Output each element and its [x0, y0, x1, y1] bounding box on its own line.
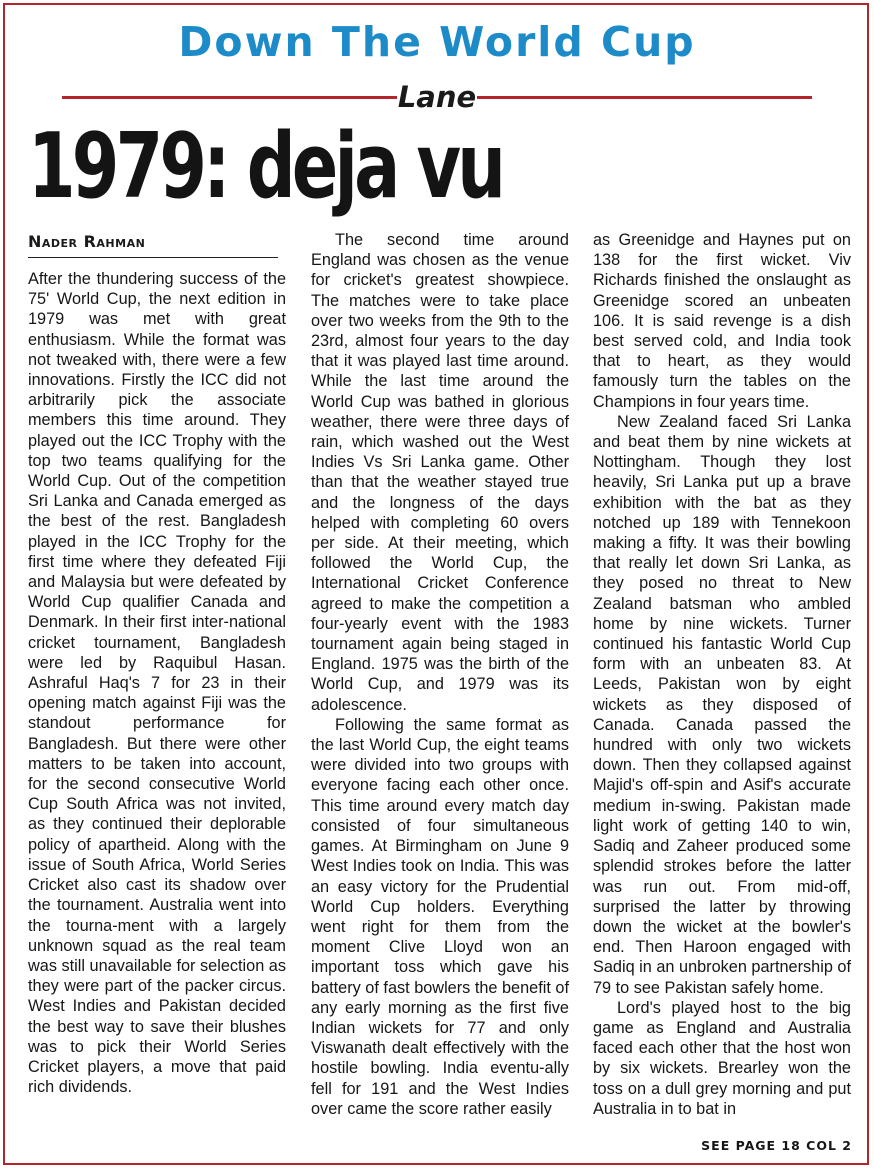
column-1 — [28, 269, 286, 1097]
paragraph: as Greenidge and Haynes put on 138 for the first wicket. Viv Richards finished the onslaught as Greenidge scored an unbeaten 106. It is said revenge is a dish best served cold, and India took that to heart, as they would famously turn the tables on the Champions in four years time. — [593, 231, 851, 411]
paragraph: Lord's played host to the big game as England and Australia faced each other that the host won by six wickets. Brearley won the toss on a dull grey morning and put Australia in to bat in — [593, 998, 851, 1118]
byline-rule — [28, 257, 278, 258]
column-3 — [593, 230, 851, 1119]
jump-line[interactable]: SEE PAGE 18 COL 2 — [701, 1138, 852, 1153]
paragraph: After the thundering success of the 75' World Cup, the next edition in 1979 was met with great enthusiasm. While the format was not tweaked with, there were a few innovations. Firstly the ICC did not arbitrarily pick the associate members this time around. They played out the ICC Trophy with the top two teams qualifying for the World Cup. Out of the competition Sri Lanka and Canada emerged as the best of the rest. Bangladesh played in the ICC Trophy for the first time where they defeated Fiji and Malaysia but were defeated by World Cup qualifier Canada and Denmark. In their first inter-national cricket tournament, Bangladesh were led by Raquibul Hasan. Ashraful Haq's 7 for 23 in their opening match against Fiji was the standout performance for Bangladesh. But there were other matters to be taken into account, for the second consecutive World Cup South Africa was not invited, as they continued their deplorable policy of apartheid. Along with the issue of South Africa, World Series Cricket also cast its shadow over the tournament. Australia went into the tourna-ment with a largely unknown squad as the real team was still unavailable for selection as they were part of the packer circus. West Indies and Pakistan decided the best way to save their blushes was to pick their World Series Cricket players, a move that paid rich dividends. — [28, 270, 286, 1097]
paragraph: Following the same format as the last World Cup, the eight teams were divided into two groups with everyone facing each other once. This time around every match day consisted of four simultaneous games. At Birmingham on June 9 West Indies took on India. This was an easy victory for the Prudential World Cup holders. Everything went right for them from the moment Clive Lloyd won an important toss which gave his battery of fast bowlers the benefit of any early morning as the first five Indian wickets for 77 and only Viswanath dealt effectively with the hostile bowling. India eventu-ally fell for 191 and the West Indies over came the score rather easily — [311, 715, 569, 1118]
rule-right — [477, 96, 812, 99]
column-2 — [311, 230, 569, 1119]
byline: Nader Rahman — [28, 232, 146, 251]
paragraph: New Zealand faced Sri Lanka and beat them by nine wickets at Nottingham. Though they lost heavily, Sri Lanka put up a brave exhibition with the bat as they notched up 189 with Tennekoon making a fifty. It was their bowling that really let down Sri Lanka, as they posed no threat to New Zealand batsman who ambled home by nine wickets. Turner continued his fantastic World Cup form with an unbeaten 83. At Leeds, Pakistan won by eight wickets as they disposed of Canada. Canada passed the hundred with only two wickets down. Then they collapsed against Majid's off-spin and Asif's accurate medium in-swing. Pakistan made light work of getting 140 to win, Sadiq and Zaheer produced some splendid strokes before the latter was run out. From mid-off, surprised the latter by throwing down the wicket at the bowler's end. Then Haroon engaged with Sadiq in an unbroken partnership of 79 to see Pakistan safely home. — [593, 412, 851, 997]
headline: 1979: deja vu — [28, 114, 503, 219]
subkicker-row — [62, 80, 812, 114]
paragraph: The second time around England was chosen as the venue for cricket's greatest showpiece. The matches were to take place over two weeks from the 9th to the 23rd, almost four years to the day that it was played last time around. While the last time around the World Cup was bathed in glorious weather, there were three days of rain, which washed out the West Indies Vs Sri Lanka game. Other than that the weather stayed true and the longness of the days helped with completing 60 overs per side. At their meeting, which followed the World Cup, the International Cricket Conference agreed to make the competition a four-yearly event with the 1983 tournament again being staged in England. 1975 was the birth of the World Cup, and 1979 was its adolescence. — [311, 231, 569, 714]
series-kicker: Down The World Cup — [178, 18, 696, 66]
rule-left — [62, 96, 397, 99]
subkicker: Lane — [397, 80, 477, 114]
